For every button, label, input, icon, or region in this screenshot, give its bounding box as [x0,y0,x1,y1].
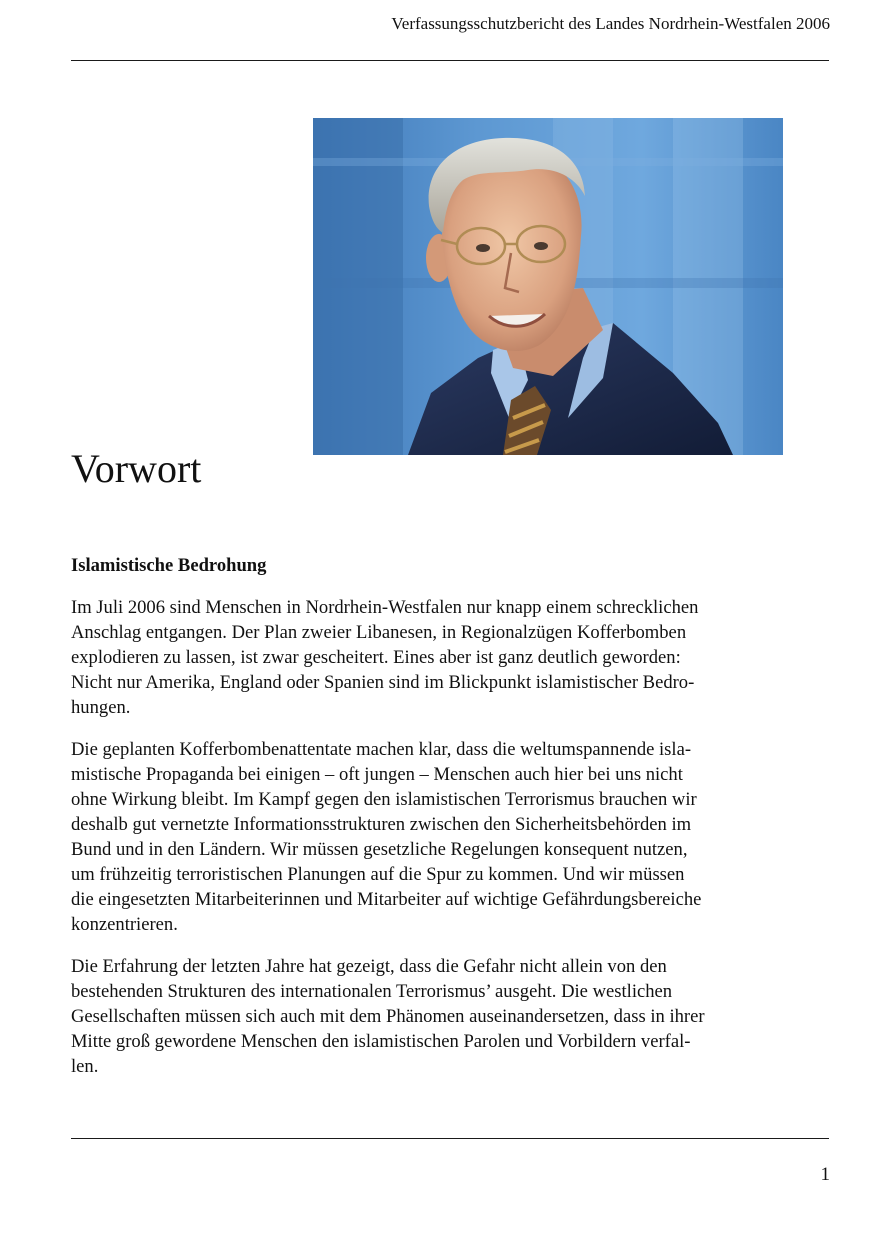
text-line: explodieren zu lassen, ist zwar gescheitert. Eines aber ist ganz deutlich geworden: [71,647,681,668]
text-line: len. [71,1056,99,1077]
text-line: Die geplanten Kofferbombenattentate machen klar, dass die weltumspannende isla- [71,739,692,760]
page-number: 1 [820,1164,830,1185]
section-heading: Islamistische Bedrohung [71,555,267,576]
text-line: Nicht nur Amerika, England oder Spanien sind im Blickpunkt islamistischer Bedro- [71,672,695,693]
text-line: Gesellschaften müssen sich auch mit dem Phänomen auseinandersetzen, dass in ihrer [71,1006,705,1027]
paragraph-1 [71,595,791,720]
portrait-photo [313,118,783,455]
footer-rule [71,1138,829,1139]
text-line: die eingesetzten Mitarbeiterinnen und Mitarbeiter auf wichtige Gefährdungsbereiche [71,889,702,910]
text-line: deshalb gut vernetzte Informationsstrukturen zwischen den Sicherheitsbehörden im [71,814,692,835]
text-line: bestehenden Strukturen des internationalen Terrorismus’ ausgeht. Die westlichen [71,981,673,1002]
page-title: Vorwort [71,446,202,491]
text-line: um frühzeitig terroristischen Planungen auf die Spur zu kommen. Und wir müssen [71,864,685,885]
text-line: Im Juli 2006 sind Menschen in Nordrhein-Westfalen nur knapp einem schrecklichen [71,597,699,618]
text-line: ohne Wirkung bleibt. Im Kampf gegen den islamistischen Terrorismus brauchen wir [71,789,697,810]
body-text [71,553,791,1096]
text-line: Mitte groß gewordene Menschen den islamistischen Parolen und Vorbildern verfal- [71,1031,691,1052]
text-line: Die Erfahrung der letzten Jahre hat gezeigt, dass die Gefahr nicht allein von den [71,956,667,977]
header-rule [71,60,829,61]
text-line: Bund und in den Ländern. Wir müssen gesetzliche Regelungen konsequent nutzen, [71,839,688,860]
text-line: mistische Propaganda bei einigen – oft jungen – Menschen auch hier bei uns nicht [71,764,683,785]
text-line: konzentrieren. [71,914,178,935]
running-header: Verfassungsschutzbericht des Landes Nordrhein-Westfalen 2006 [391,14,830,33]
paragraph-2 [71,737,791,937]
text-line: Anschlag entgangen. Der Plan zweier Libanesen, in Regionalzügen Kofferbomben [71,622,687,643]
text-line: hungen. [71,697,131,718]
paragraph-3 [71,954,791,1079]
